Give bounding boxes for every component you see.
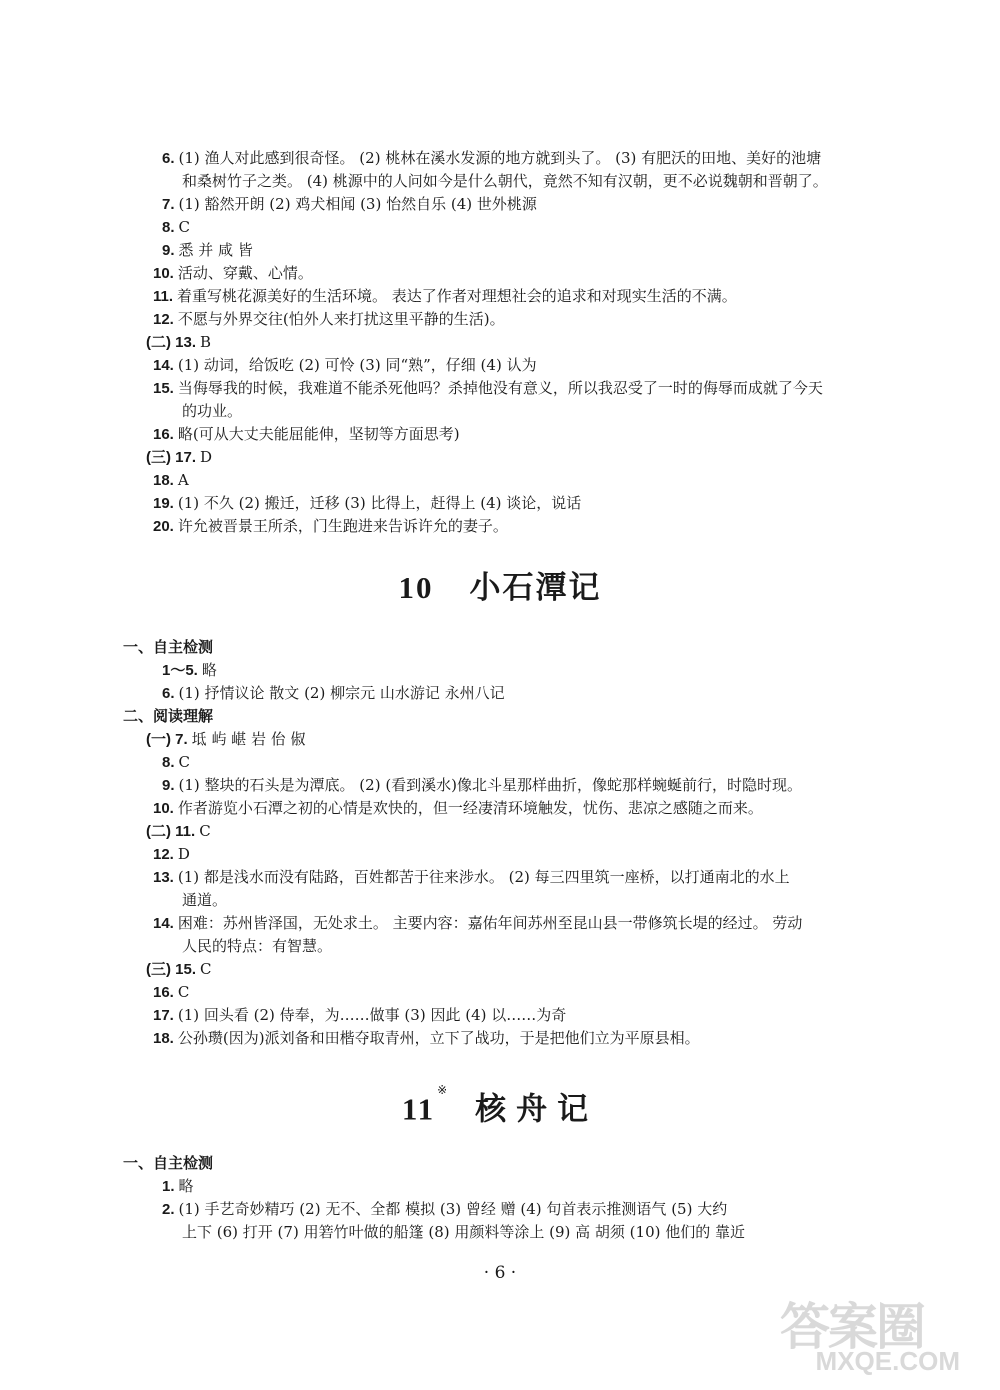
- answer-line: 9. 悉 并 咸 皆: [162, 241, 253, 259]
- answer-line: 通道。: [182, 891, 228, 909]
- answer-line: 7. (1) 豁然开朗 (2) 鸡犬相闻 (3) 怡然自乐 (4) 世外桃源: [162, 195, 537, 213]
- answer-line: 的功业。: [182, 402, 243, 420]
- answer-line: (三) 17. D: [146, 448, 213, 466]
- section-heading: 一、自主检测: [123, 638, 214, 656]
- watermark-url: MXQE.COM: [815, 1346, 960, 1376]
- answer-line: 6. (1) 抒情议论 散文 (2) 柳宗元 山水游记 永州八记: [162, 684, 505, 702]
- answer-line: 20. 许允被晋景王所杀，门生跑进来告诉许允的妻子。: [153, 517, 508, 535]
- answer-line: (二) 13. B: [146, 333, 212, 351]
- answer-line: 人民的特点：有智慧。: [182, 937, 333, 955]
- answer-line: 18. A: [153, 471, 189, 489]
- answer-line: 14. (1) 动词，给饭吃 (2) 可怜 (3) 同“熟”，仔细 (4) 认为: [153, 356, 537, 374]
- answer-line: 8. C: [162, 753, 190, 771]
- answer-line: 10. 作者游览小石潭之初的心情是欢快的，但一经凄清环境触发，忧伤、悲凉之感随之而来。: [153, 799, 763, 817]
- lesson-10-title: 10 小石潭记: [398, 570, 602, 606]
- answer-line: 8. C: [162, 218, 190, 236]
- section-heading: 一、自主检测: [123, 1154, 214, 1172]
- answer-line: 16. 略(可从大丈夫能屈能伸，坚韧等方面思考): [153, 425, 460, 443]
- answer-line: (三) 15. C: [146, 960, 212, 978]
- answer-line: 6. (1) 渔人对此感到很奇怪。 (2) 桃林在溪水发源的地方就到头了。 (3) 有肥沃的田地、美好的池塘: [162, 149, 822, 167]
- answer-line: 13. (1) 都是浅水而没有陆路，百姓都苦于往来涉水。 (2) 每三四里筑一座桥，以打通南北的水上: [153, 868, 790, 886]
- answer-line: 15. 当侮辱我的时候，我难道不能杀死他吗？杀掉他没有意义，所以我忍受了一时的侮辱而成就了今天: [153, 379, 823, 397]
- answer-line: 1. 略: [162, 1177, 194, 1195]
- answer-line: 12. 不愿与外界交往(怕外人来打扰这里平静的生活)。: [153, 310, 505, 328]
- answer-line: 18. 公孙瓒(因为)派刘备和田楷夺取青州，立下了战功，于是把他们立为平原县相。: [153, 1029, 700, 1047]
- optional-mark: ※: [437, 1083, 450, 1097]
- answer-line: 9. (1) 整块的石头是为潭底。 (2) (看到溪水)像北斗星那样曲折，像蛇那样蜿蜒前行，时隐时现。: [162, 776, 803, 794]
- watermark-text: 答案圈: [780, 1298, 924, 1356]
- answer-line: 19. (1) 不久 (2) 搬迁，迁移 (3) 比得上，赶得上 (4) 谈论，说话: [153, 494, 582, 512]
- answer-line: 12. D: [153, 845, 190, 863]
- answer-line: (一) 7. 坻 屿 嵁 岩 佁 俶: [146, 730, 306, 748]
- answer-line: (二) 11. C: [146, 822, 211, 840]
- answer-line: 上下 (6) 打开 (7) 用箬竹叶做的船篷 (8) 用颜料等涂上 (9) 高 胡须 (10) 他们的 靠近: [182, 1223, 746, 1241]
- section-heading: 二、阅读理解: [123, 707, 214, 725]
- answer-line: 11. 着重写桃花源美好的生活环境。 表达了作者对理想社会的追求和对现实生活的不满。: [153, 287, 737, 305]
- answer-line: 17. (1) 回头看 (2) 侍奉，为……做事 (3) 因此 (4) 以……为奇: [153, 1006, 567, 1024]
- page-number: · 6 ·: [483, 1263, 517, 1283]
- answer-line: 14. 困难：苏州皆泽国，无处求土。 主要内容：嘉佑年间苏州至昆山县一带修筑长堤的经过。 劳动: [153, 914, 803, 932]
- answer-line: 1～5. 略: [162, 661, 217, 679]
- answer-line: 16. C: [153, 983, 190, 1001]
- answer-line: 和桑树竹子之类。 (4) 桃源中的人问如今是什么朝代，竟然不知有汉朝，更不必说魏朝和晋朝了。: [182, 172, 828, 190]
- answer-line: 10. 活动、穿戴、心情。: [153, 264, 313, 282]
- watermark-logo: [780, 1300, 960, 1380]
- lesson-11-title: 11※核舟记: [401, 1083, 599, 1128]
- answer-line: 2. (1) 手艺奇妙精巧 (2) 无不、全都 模拟 (3) 曾经 赠 (4) 句首表示推测语气 (5) 大约: [162, 1200, 728, 1218]
